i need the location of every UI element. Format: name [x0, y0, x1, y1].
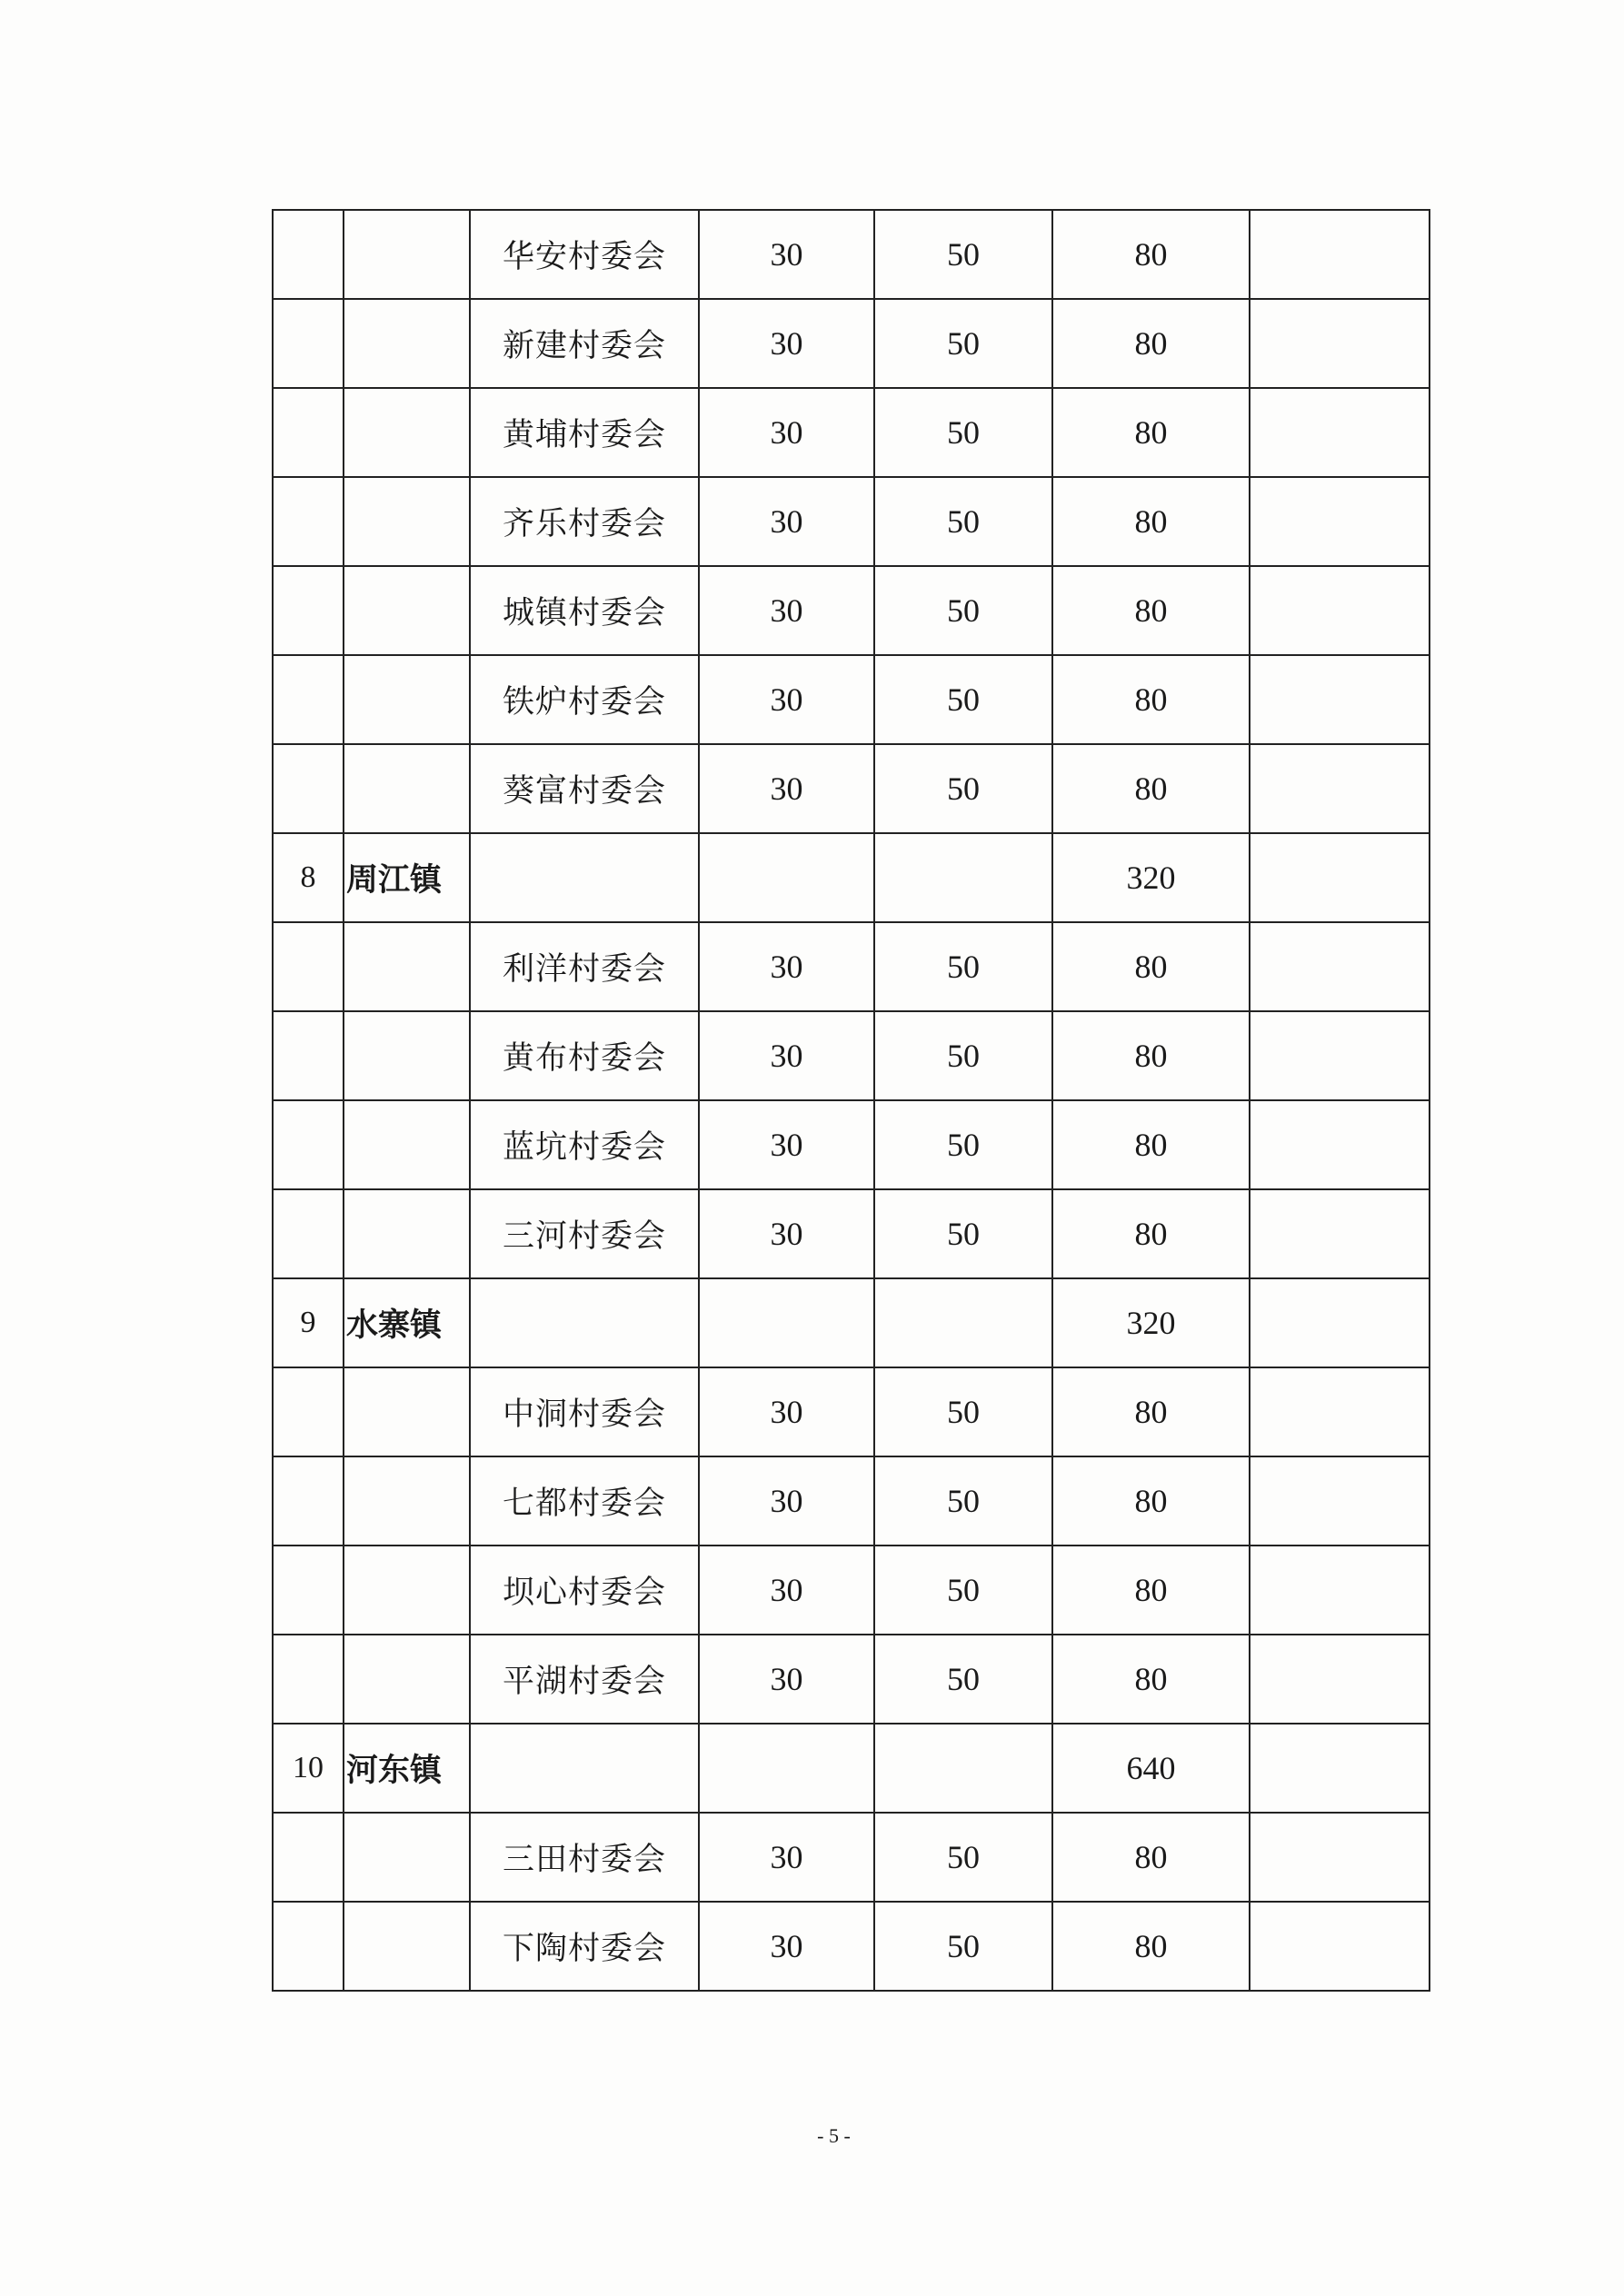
- remark-cell: [1250, 1813, 1430, 1902]
- town-name-cell: [344, 1635, 470, 1724]
- amount-2-cell: 50: [874, 1189, 1052, 1278]
- amount-2-cell: 50: [874, 1011, 1052, 1100]
- amount-2-cell: 50: [874, 210, 1052, 299]
- town-name-cell: [344, 210, 470, 299]
- town-name-cell: 水寨镇: [344, 1278, 470, 1367]
- village-name-cell: 蓝坑村委会: [470, 1100, 699, 1189]
- town-name-cell: [344, 1456, 470, 1546]
- village-name-cell: 华安村委会: [470, 210, 699, 299]
- amount-total-cell: 80: [1052, 1902, 1250, 1991]
- village-row: [273, 1367, 1430, 1456]
- amount-2-cell: 50: [874, 1813, 1052, 1902]
- village-name-cell: 利洋村委会: [470, 922, 699, 1011]
- row-index-cell: [273, 744, 344, 833]
- row-index-cell: [273, 655, 344, 744]
- village-name-cell: 城镇村委会: [470, 566, 699, 655]
- row-index-cell: [273, 1902, 344, 1991]
- remark-cell: [1250, 655, 1430, 744]
- remark-cell: [1250, 1367, 1430, 1456]
- amount-total-cell: 320: [1052, 1278, 1250, 1367]
- village-row: [273, 655, 1430, 744]
- amount-total-cell: 80: [1052, 299, 1250, 388]
- amount-1-cell: 30: [699, 1011, 874, 1100]
- amount-total-cell: 80: [1052, 1189, 1250, 1278]
- amount-2-cell: 50: [874, 1635, 1052, 1724]
- village-name-cell: 齐乐村委会: [470, 477, 699, 566]
- amount-total-cell: 80: [1052, 1813, 1250, 1902]
- remark-cell: [1250, 566, 1430, 655]
- amount-1-cell: 30: [699, 477, 874, 566]
- remark-cell: [1250, 833, 1430, 922]
- row-index-cell: [273, 1011, 344, 1100]
- town-name-cell: [344, 477, 470, 566]
- row-index-cell: [273, 1100, 344, 1189]
- village-name-cell: 三田村委会: [470, 1813, 699, 1902]
- town-name-cell: [344, 299, 470, 388]
- row-index-cell: [273, 477, 344, 566]
- amount-2-cell: [874, 833, 1052, 922]
- remark-cell: [1250, 1011, 1430, 1100]
- amount-total-cell: 80: [1052, 744, 1250, 833]
- amount-2-cell: 50: [874, 1100, 1052, 1189]
- village-name-cell: 坝心村委会: [470, 1546, 699, 1635]
- amount-1-cell: 30: [699, 388, 874, 477]
- village-name-cell: 新建村委会: [470, 299, 699, 388]
- village-row: [273, 1011, 1430, 1100]
- village-name-cell: 黄埔村委会: [470, 388, 699, 477]
- amount-2-cell: [874, 1278, 1052, 1367]
- village-row: [273, 388, 1430, 477]
- amount-2-cell: 50: [874, 477, 1052, 566]
- remark-cell: [1250, 477, 1430, 566]
- amount-2-cell: 50: [874, 299, 1052, 388]
- town-name-cell: [344, 1546, 470, 1635]
- amount-1-cell: 30: [699, 299, 874, 388]
- village-name-cell: [470, 1724, 699, 1813]
- village-name-cell: 下陶村委会: [470, 1902, 699, 1991]
- row-index-cell: [273, 566, 344, 655]
- amount-total-cell: 80: [1052, 1011, 1250, 1100]
- amount-total-cell: 80: [1052, 1635, 1250, 1724]
- amount-1-cell: [699, 1278, 874, 1367]
- town-name-cell: 周江镇: [344, 833, 470, 922]
- amount-1-cell: 30: [699, 1635, 874, 1724]
- village-name-cell: 中洞村委会: [470, 1367, 699, 1456]
- amount-1-cell: 30: [699, 1546, 874, 1635]
- town-name-cell: [344, 744, 470, 833]
- amount-2-cell: 50: [874, 1367, 1052, 1456]
- amount-2-cell: 50: [874, 744, 1052, 833]
- town-name-cell: [344, 922, 470, 1011]
- town-name-cell: [344, 1902, 470, 1991]
- amount-total-cell: 80: [1052, 388, 1250, 477]
- row-index-cell: [273, 1456, 344, 1546]
- row-index-cell: [273, 1367, 344, 1456]
- amount-total-cell: 80: [1052, 210, 1250, 299]
- village-row: [273, 1813, 1430, 1902]
- row-index-cell: [273, 922, 344, 1011]
- amount-total-cell: 80: [1052, 477, 1250, 566]
- village-row: [273, 1456, 1430, 1546]
- remark-cell: [1250, 744, 1430, 833]
- village-row: [273, 744, 1430, 833]
- village-name-cell: 葵富村委会: [470, 744, 699, 833]
- amount-1-cell: 30: [699, 1813, 874, 1902]
- town-name-cell: [344, 566, 470, 655]
- row-index-cell: 8: [273, 833, 344, 922]
- village-row: [273, 299, 1430, 388]
- amount-2-cell: [874, 1724, 1052, 1813]
- amount-2-cell: 50: [874, 655, 1052, 744]
- amount-1-cell: 30: [699, 744, 874, 833]
- remark-cell: [1250, 1902, 1430, 1991]
- amount-total-cell: 80: [1052, 1367, 1250, 1456]
- amount-1-cell: 30: [699, 1100, 874, 1189]
- village-name-cell: 三河村委会: [470, 1189, 699, 1278]
- village-row: [273, 1635, 1430, 1724]
- amount-1-cell: 30: [699, 922, 874, 1011]
- village-name-cell: [470, 833, 699, 922]
- town-name-cell: [344, 1813, 470, 1902]
- village-name-cell: 铁炉村委会: [470, 655, 699, 744]
- remark-cell: [1250, 1546, 1430, 1635]
- row-index-cell: [273, 1189, 344, 1278]
- amount-1-cell: 30: [699, 1902, 874, 1991]
- amount-total-cell: 80: [1052, 1546, 1250, 1635]
- amount-1-cell: 30: [699, 1367, 874, 1456]
- town-name-cell: 河东镇: [344, 1724, 470, 1813]
- village-row: [273, 477, 1430, 566]
- town-name-cell: [344, 1189, 470, 1278]
- remark-cell: [1250, 1100, 1430, 1189]
- amount-1-cell: 30: [699, 1456, 874, 1546]
- amount-total-cell: 80: [1052, 1456, 1250, 1546]
- amount-2-cell: 50: [874, 922, 1052, 1011]
- page-number: - 5 -: [817, 2124, 851, 2147]
- amount-2-cell: 50: [874, 388, 1052, 477]
- remark-cell: [1250, 922, 1430, 1011]
- remark-cell: [1250, 299, 1430, 388]
- town-name-cell: [344, 655, 470, 744]
- row-index-cell: [273, 210, 344, 299]
- remark-cell: [1250, 1456, 1430, 1546]
- row-index-cell: [273, 299, 344, 388]
- amount-1-cell: [699, 1724, 874, 1813]
- remark-cell: [1250, 1724, 1430, 1813]
- town-name-cell: [344, 388, 470, 477]
- village-name-cell: 平湖村委会: [470, 1635, 699, 1724]
- row-index-cell: [273, 1635, 344, 1724]
- village-name-cell: 七都村委会: [470, 1456, 699, 1546]
- amount-total-cell: 80: [1052, 566, 1250, 655]
- amount-total-cell: 80: [1052, 1100, 1250, 1189]
- remark-cell: [1250, 210, 1430, 299]
- amount-total-cell: 640: [1052, 1724, 1250, 1813]
- remark-cell: [1250, 1635, 1430, 1724]
- amount-1-cell: 30: [699, 1189, 874, 1278]
- village-row: [273, 1100, 1430, 1189]
- village-row: [273, 210, 1430, 299]
- allocation-table: [272, 209, 1430, 1992]
- village-name-cell: 黄布村委会: [470, 1011, 699, 1100]
- amount-1-cell: 30: [699, 566, 874, 655]
- row-index-cell: [273, 1546, 344, 1635]
- village-row: [273, 566, 1430, 655]
- town-name-cell: [344, 1100, 470, 1189]
- amount-1-cell: 30: [699, 655, 874, 744]
- amount-total-cell: 80: [1052, 655, 1250, 744]
- town-row: [273, 833, 1430, 922]
- row-index-cell: [273, 388, 344, 477]
- amount-2-cell: 50: [874, 1546, 1052, 1635]
- town-name-cell: [344, 1011, 470, 1100]
- town-row: [273, 1278, 1430, 1367]
- town-row: [273, 1724, 1430, 1813]
- amount-2-cell: 50: [874, 1902, 1052, 1991]
- amount-total-cell: 320: [1052, 833, 1250, 922]
- amount-1-cell: [699, 833, 874, 922]
- row-index-cell: 9: [273, 1278, 344, 1367]
- amount-total-cell: 80: [1052, 922, 1250, 1011]
- amount-2-cell: 50: [874, 566, 1052, 655]
- row-index-cell: [273, 1813, 344, 1902]
- village-row: [273, 1902, 1430, 1991]
- village-row: [273, 1546, 1430, 1635]
- village-row: [273, 922, 1430, 1011]
- village-row: [273, 1189, 1430, 1278]
- remark-cell: [1250, 1189, 1430, 1278]
- town-name-cell: [344, 1367, 470, 1456]
- village-name-cell: [470, 1278, 699, 1367]
- amount-2-cell: 50: [874, 1456, 1052, 1546]
- row-index-cell: 10: [273, 1724, 344, 1813]
- amount-1-cell: 30: [699, 210, 874, 299]
- remark-cell: [1250, 1278, 1430, 1367]
- table-body: [273, 210, 1430, 1991]
- remark-cell: [1250, 388, 1430, 477]
